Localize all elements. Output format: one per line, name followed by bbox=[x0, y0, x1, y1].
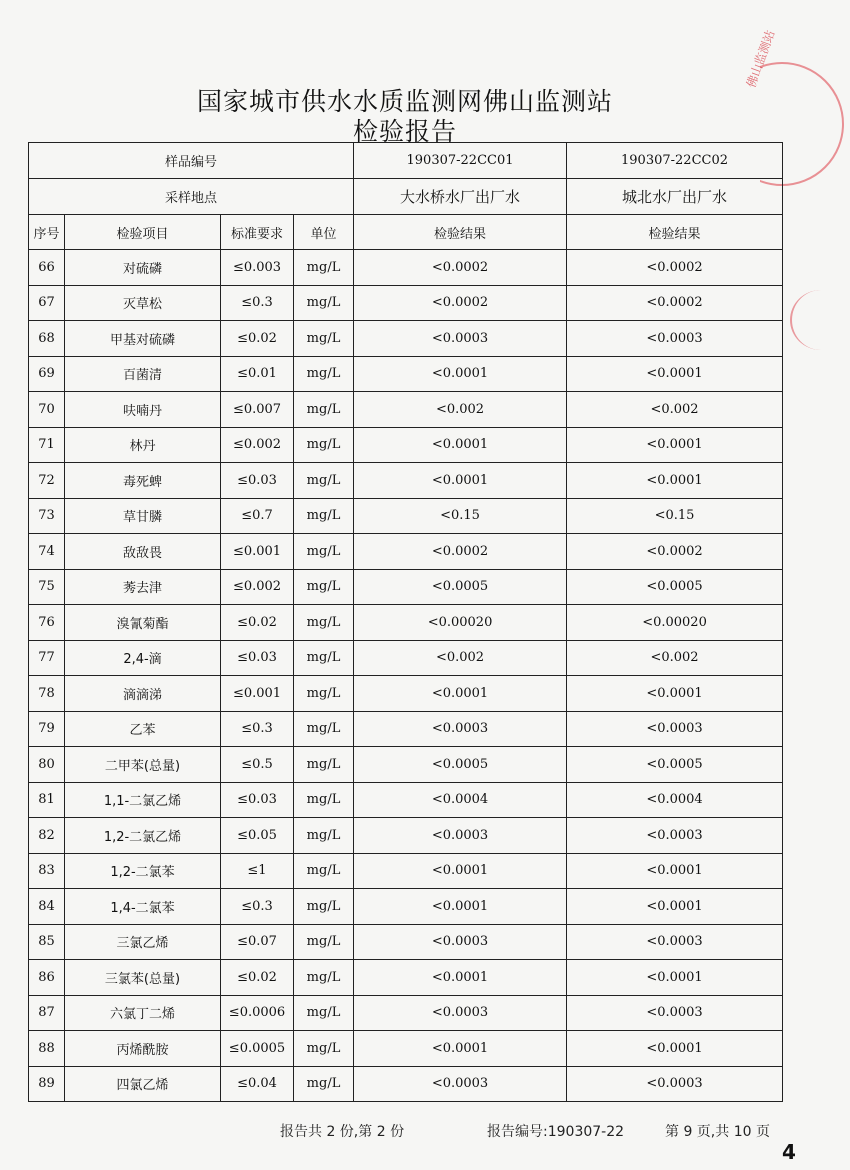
row-unit: mg/L bbox=[294, 250, 354, 286]
row-result-2: <0.00020 bbox=[567, 605, 783, 641]
row-unit: mg/L bbox=[294, 640, 354, 676]
row-result-2: <0.0001 bbox=[567, 427, 783, 463]
row-no: 72 bbox=[29, 463, 65, 499]
row-result-1: <0.0002 bbox=[354, 250, 567, 286]
sample-2-location: 城北水厂出厂水 bbox=[567, 179, 783, 215]
row-result-2: <0.002 bbox=[567, 392, 783, 428]
row-unit: mg/L bbox=[294, 356, 354, 392]
col-result-2: 检验结果 bbox=[567, 215, 783, 250]
row-result-1: <0.002 bbox=[354, 640, 567, 676]
table-row bbox=[29, 889, 783, 925]
table-row bbox=[29, 534, 783, 570]
row-result-2: <0.0001 bbox=[567, 853, 783, 889]
row-no: 82 bbox=[29, 818, 65, 854]
row-no: 84 bbox=[29, 889, 65, 925]
row-item: 毒死蜱 bbox=[65, 463, 221, 499]
row-no: 88 bbox=[29, 1031, 65, 1067]
row-unit: mg/L bbox=[294, 463, 354, 499]
row-result-2: <0.002 bbox=[567, 640, 783, 676]
row-no: 79 bbox=[29, 711, 65, 747]
row-item: 1,4-二氯苯 bbox=[65, 889, 221, 925]
row-unit: mg/L bbox=[294, 889, 354, 925]
label-location: 采样地点 bbox=[29, 179, 354, 215]
row-item: 1,1-二氯乙烯 bbox=[65, 782, 221, 818]
table-row bbox=[29, 1031, 783, 1067]
row-standard: ≤0.5 bbox=[221, 747, 294, 783]
row-item: 甲基对硫磷 bbox=[65, 321, 221, 357]
row-standard: ≤0.7 bbox=[221, 498, 294, 534]
row-item: 三氯苯(总量) bbox=[65, 960, 221, 996]
table-row bbox=[29, 569, 783, 605]
row-no: 66 bbox=[29, 250, 65, 286]
table-row bbox=[29, 285, 783, 321]
row-result-2: <0.0003 bbox=[567, 1066, 783, 1102]
table-row bbox=[29, 427, 783, 463]
table-row bbox=[29, 782, 783, 818]
handwritten-page-mark: 4 bbox=[782, 1140, 796, 1164]
table-row bbox=[29, 321, 783, 357]
table-row bbox=[29, 605, 783, 641]
seal-text: 佛山监测站 bbox=[743, 28, 778, 90]
row-item: 2,4-滴 bbox=[65, 640, 221, 676]
row-standard: ≤1 bbox=[221, 853, 294, 889]
label-sample-no: 样品编号 bbox=[29, 143, 354, 179]
row-standard: ≤0.02 bbox=[221, 605, 294, 641]
row-item: 灭草松 bbox=[65, 285, 221, 321]
row-result-1: <0.0001 bbox=[354, 676, 567, 712]
row-no: 89 bbox=[29, 1066, 65, 1102]
row-standard: ≤0.3 bbox=[221, 889, 294, 925]
row-standard: ≤0.0006 bbox=[221, 995, 294, 1031]
row-no: 67 bbox=[29, 285, 65, 321]
row-result-2: <0.0002 bbox=[567, 534, 783, 570]
row-item: 乙苯 bbox=[65, 711, 221, 747]
row-standard: ≤0.02 bbox=[221, 321, 294, 357]
table-row bbox=[29, 711, 783, 747]
row-result-1: <0.0003 bbox=[354, 711, 567, 747]
header-row-sample-no bbox=[29, 143, 783, 179]
row-standard: ≤0.001 bbox=[221, 534, 294, 570]
row-result-2: <0.0003 bbox=[567, 995, 783, 1031]
row-no: 85 bbox=[29, 924, 65, 960]
row-result-2: <0.0001 bbox=[567, 356, 783, 392]
row-standard: ≤0.001 bbox=[221, 676, 294, 712]
row-standard: ≤0.02 bbox=[221, 960, 294, 996]
table-row bbox=[29, 463, 783, 499]
row-result-2: <0.0003 bbox=[567, 321, 783, 357]
row-item: 林丹 bbox=[65, 427, 221, 463]
row-result-2: <0.0003 bbox=[567, 818, 783, 854]
row-result-1: <0.0001 bbox=[354, 960, 567, 996]
header-row-location bbox=[29, 179, 783, 215]
row-standard: ≤0.002 bbox=[221, 427, 294, 463]
row-standard: ≤0.05 bbox=[221, 818, 294, 854]
row-unit: mg/L bbox=[294, 392, 354, 428]
col-no: 序号 bbox=[29, 215, 65, 250]
row-no: 80 bbox=[29, 747, 65, 783]
row-no: 81 bbox=[29, 782, 65, 818]
row-result-1: <0.0003 bbox=[354, 924, 567, 960]
row-result-2: <0.0001 bbox=[567, 676, 783, 712]
row-unit: mg/L bbox=[294, 1066, 354, 1102]
table-row bbox=[29, 676, 783, 712]
table-row bbox=[29, 995, 783, 1031]
row-unit: mg/L bbox=[294, 818, 354, 854]
results-table bbox=[28, 142, 783, 1102]
row-result-2: <0.0002 bbox=[567, 285, 783, 321]
row-standard: ≤0.3 bbox=[221, 711, 294, 747]
row-result-1: <0.0005 bbox=[354, 747, 567, 783]
row-result-2: <0.0004 bbox=[567, 782, 783, 818]
row-result-2: <0.0003 bbox=[567, 924, 783, 960]
row-standard: ≤0.0005 bbox=[221, 1031, 294, 1067]
report-subtitle: 检验报告 bbox=[352, 117, 457, 146]
table-row bbox=[29, 356, 783, 392]
row-unit: mg/L bbox=[294, 676, 354, 712]
table-row bbox=[29, 392, 783, 428]
row-item: 呋喃丹 bbox=[65, 392, 221, 428]
row-no: 73 bbox=[29, 498, 65, 534]
row-item: 六氯丁二烯 bbox=[65, 995, 221, 1031]
table-row bbox=[29, 250, 783, 286]
row-result-1: <0.0001 bbox=[354, 356, 567, 392]
row-item: 对硫磷 bbox=[65, 250, 221, 286]
row-no: 77 bbox=[29, 640, 65, 676]
row-item: 1,2-二氯乙烯 bbox=[65, 818, 221, 854]
row-result-1: <0.0005 bbox=[354, 569, 567, 605]
row-result-2: <0.0001 bbox=[567, 463, 783, 499]
row-result-1: <0.002 bbox=[354, 392, 567, 428]
row-no: 86 bbox=[29, 960, 65, 996]
table-row bbox=[29, 1066, 783, 1102]
row-no: 70 bbox=[29, 392, 65, 428]
row-item: 敌敌畏 bbox=[65, 534, 221, 570]
row-unit: mg/L bbox=[294, 285, 354, 321]
row-no: 87 bbox=[29, 995, 65, 1031]
row-unit: mg/L bbox=[294, 534, 354, 570]
row-result-2: <0.0002 bbox=[567, 250, 783, 286]
row-no: 71 bbox=[29, 427, 65, 463]
row-result-1: <0.0001 bbox=[354, 889, 567, 925]
table-row bbox=[29, 818, 783, 854]
row-no: 69 bbox=[29, 356, 65, 392]
col-result-1: 检验结果 bbox=[354, 215, 567, 250]
footer-copies: 报告共 2 份,第 2 份 bbox=[280, 1124, 405, 1140]
col-item: 检验项目 bbox=[65, 215, 221, 250]
row-item: 四氯乙烯 bbox=[65, 1066, 221, 1102]
table-row bbox=[29, 853, 783, 889]
row-result-1: <0.0002 bbox=[354, 285, 567, 321]
row-item: 二甲苯(总量) bbox=[65, 747, 221, 783]
row-standard: ≤0.007 bbox=[221, 392, 294, 428]
sample-2-id: 190307-22CC02 bbox=[567, 143, 783, 179]
row-result-1: <0.0004 bbox=[354, 782, 567, 818]
row-result-1: <0.0001 bbox=[354, 427, 567, 463]
col-standard: 标准要求 bbox=[221, 215, 294, 250]
report-title: 国家城市供水水质监测网佛山监测站 bbox=[196, 87, 613, 116]
column-header-row bbox=[29, 215, 783, 250]
row-unit: mg/L bbox=[294, 995, 354, 1031]
row-unit: mg/L bbox=[294, 321, 354, 357]
row-unit: mg/L bbox=[294, 427, 354, 463]
row-result-2: <0.0003 bbox=[567, 711, 783, 747]
row-item: 莠去津 bbox=[65, 569, 221, 605]
row-no: 68 bbox=[29, 321, 65, 357]
row-standard: ≤0.01 bbox=[221, 356, 294, 392]
footer-page-number: 第 9 页,共 10 页 bbox=[665, 1124, 770, 1140]
row-result-1: <0.00020 bbox=[354, 605, 567, 641]
row-result-1: <0.0001 bbox=[354, 853, 567, 889]
row-standard: ≤0.07 bbox=[221, 924, 294, 960]
row-result-1: <0.0003 bbox=[354, 1066, 567, 1102]
table-row bbox=[29, 924, 783, 960]
row-item: 三氯乙烯 bbox=[65, 924, 221, 960]
table-row bbox=[29, 498, 783, 534]
row-unit: mg/L bbox=[294, 711, 354, 747]
row-no: 76 bbox=[29, 605, 65, 641]
row-standard: ≤0.04 bbox=[221, 1066, 294, 1102]
row-unit: mg/L bbox=[294, 747, 354, 783]
row-result-1: <0.0003 bbox=[354, 818, 567, 854]
row-unit: mg/L bbox=[294, 605, 354, 641]
row-standard: ≤0.03 bbox=[221, 782, 294, 818]
row-item: 溴氰菊酯 bbox=[65, 605, 221, 641]
row-standard: ≤0.03 bbox=[221, 640, 294, 676]
row-unit: mg/L bbox=[294, 782, 354, 818]
row-standard: ≤0.03 bbox=[221, 463, 294, 499]
row-no: 74 bbox=[29, 534, 65, 570]
sample-1-id: 190307-22CC01 bbox=[354, 143, 567, 179]
row-item: 丙烯酰胺 bbox=[65, 1031, 221, 1067]
footer-report-no: 报告编号:190307-22 bbox=[487, 1124, 625, 1140]
row-result-2: <0.0005 bbox=[567, 747, 783, 783]
row-unit: mg/L bbox=[294, 924, 354, 960]
row-item: 百菌清 bbox=[65, 356, 221, 392]
row-unit: mg/L bbox=[294, 1031, 354, 1067]
row-no: 75 bbox=[29, 569, 65, 605]
row-unit: mg/L bbox=[294, 498, 354, 534]
col-unit: 单位 bbox=[294, 215, 354, 250]
row-result-1: <0.0003 bbox=[354, 321, 567, 357]
red-seal-fragment bbox=[790, 290, 850, 350]
row-no: 83 bbox=[29, 853, 65, 889]
row-unit: mg/L bbox=[294, 853, 354, 889]
row-result-2: <0.0005 bbox=[567, 569, 783, 605]
table-row bbox=[29, 747, 783, 783]
table-row bbox=[29, 960, 783, 996]
row-standard: ≤0.003 bbox=[221, 250, 294, 286]
row-unit: mg/L bbox=[294, 960, 354, 996]
row-unit: mg/L bbox=[294, 569, 354, 605]
row-result-1: <0.0001 bbox=[354, 463, 567, 499]
row-item: 草甘膦 bbox=[65, 498, 221, 534]
row-result-1: <0.0003 bbox=[354, 995, 567, 1031]
row-item: 滴滴涕 bbox=[65, 676, 221, 712]
row-result-2: <0.15 bbox=[567, 498, 783, 534]
sample-1-location: 大水桥水厂出厂水 bbox=[354, 179, 567, 215]
row-standard: ≤0.002 bbox=[221, 569, 294, 605]
row-item: 1,2-二氯苯 bbox=[65, 853, 221, 889]
row-result-2: <0.0001 bbox=[567, 889, 783, 925]
row-result-1: <0.0001 bbox=[354, 1031, 567, 1067]
row-no: 78 bbox=[29, 676, 65, 712]
table-row bbox=[29, 640, 783, 676]
row-result-1: <0.0002 bbox=[354, 534, 567, 570]
row-result-1: <0.15 bbox=[354, 498, 567, 534]
row-standard: ≤0.3 bbox=[221, 285, 294, 321]
row-result-2: <0.0001 bbox=[567, 960, 783, 996]
row-result-2: <0.0001 bbox=[567, 1031, 783, 1067]
